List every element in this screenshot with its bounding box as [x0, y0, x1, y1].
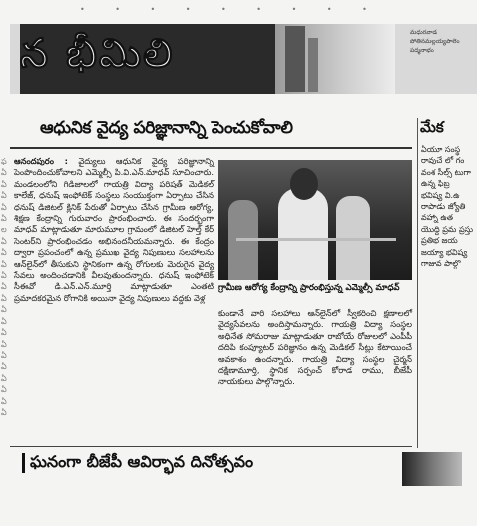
second-article-headline: ఘనంగా బీజేపీ ఆవిర్భావ దినోత్సవం [30, 452, 254, 471]
masthead-clock-tower [285, 26, 305, 92]
article-body-1: వైద్యులు ఆధునిక వైద్య పరిజ్ఞానాన్ని పెంపొందించుకోవాలని ఎమ్మెల్సీ పి.వి.ఎన్.మాధవ్ సూచించారు. మండలంలోని గిడిజాలలో గాయత్రి విద్యా పరిషత్ మెడికల్ కాలేజ్, ధనుష్ ఇంఫోటెక్ సంస్థలు సంయుక్తంగా ఏర్పాటు చేసిన ధనుష్ డిజిటల్ క్లినిక్ పేరుతో ఏర్పాటు చేసిన గ్రామీణ ఆరోగ్య, శిక్షణ కేంద్రాన్ని గురువారం ప్రారంభించారు. ఈ సందర్భంగా మాధవ్ మాట్లాడుతూ మారుమూల గ్రామంలో డిజిటల్ హెల్త్ కేర్ సెంటర్‌ని ప్రారంభించడం అభినందనీయమన్నారు. ఈ కేంద్రం ద్వారా ప్రపంచంలో ఉన్న ప్రముఖ వైద్య నిపుణులు సలహాలను ఆన్‌లైన్‌లో తీసుకుని స్థానికంగా ఉన్న రోగులకు మెరుగైన వైద్య సేవలు అందించడానికి వీలవుతుందన్నారు. ధనుష్ ఇంఫోటెక్ సీఈవో డి.ఎన్.ఎన్.మూర్తి మాట్లాడుతూ ఎంతటి ప్రమాదకరమైన రోగానికి అయినా వైద్య నిపుణులు వద్దకు వెళ్ల [14, 156, 215, 303]
article-headline: ఆధునిక వైద్య పరిజ్ఞానాన్ని పెంచుకోవాలి [40, 118, 293, 138]
right-column-body: ఏయూ సంస్థ రావుచే లో గం వంశ సీల్స్ టుగా ఉన్న ఫిబ్ర భవిష్య వి.ఉ రాపాడు జ్యోతి వహ్నా ఉత యొద్ది ప్రమ ప్రస్తు ప్రతిభ జయ జయ్యా భవిష్య గాజువ పాల్గొ [421, 145, 473, 269]
article-column-1 [14, 156, 214, 304]
masthead-side-text: మధురవాడ పోతినమల్లయ్యపాలెం పద్మనాభం [410, 29, 460, 54]
photo-figure-head [290, 168, 318, 200]
article-column-2: కుండానే వారి సలహాలు ఆన్‌లైన్‌లో స్వీకరించి క్షణాలలో వైద్యసేవలను అందిస్తామన్నారు. గాయత్రి విద్యా సంస్థల అధినేత సోమరాజు మాట్లాడుతూ రాబోయే రోజులలో ఎంపీపీ దదిపి కంప్యూటర్ పరిజ్ఞానం ఉన్న మెడికల్ సీట్లు కేటాయించే అవకాశం ఉందన్నారు. గాయత్రి విద్యా సంస్థల చైర్మన్ దక్షిణామూర్తి, స్థానిక సర్పంచ్ కోరాడ రాము, బీజేపీ నాయకులు పాల్గొన్నారు. [218, 308, 412, 387]
masthead-tower-detail [308, 38, 318, 92]
second-article-photo [402, 452, 462, 486]
second-headline-bar [22, 453, 25, 473]
right-column-headline: మేక [420, 118, 444, 136]
headline-rule [10, 147, 412, 149]
article-photo [218, 160, 412, 280]
bottom-rule [10, 446, 412, 447]
top-dots: • • • • • • • • • [80, 5, 381, 14]
article-dateline: ఆనందపురం : [14, 156, 68, 166]
masthead-banner [10, 24, 477, 94]
masthead-title: న భీమిలి [20, 30, 175, 77]
photo-figure-main [278, 188, 328, 280]
left-edge-text: ఫ ఏ ఏ ఏ ఏ ఏ ల ఏ ఏ ఏ ఏ ఏ ఏ ఏ ఏ ఏ ఏ ఏ ఏ ఏ ఏ ఏ ఏ [1, 157, 7, 417]
photo-ribbon [236, 238, 396, 241]
photo-caption: గ్రామీణ ఆరోగ్య కేంద్రాన్ని ప్రారంభిస్తున్న ఎమ్మెల్సీ మాధవ్ [218, 283, 400, 293]
column-divider [417, 118, 418, 448]
